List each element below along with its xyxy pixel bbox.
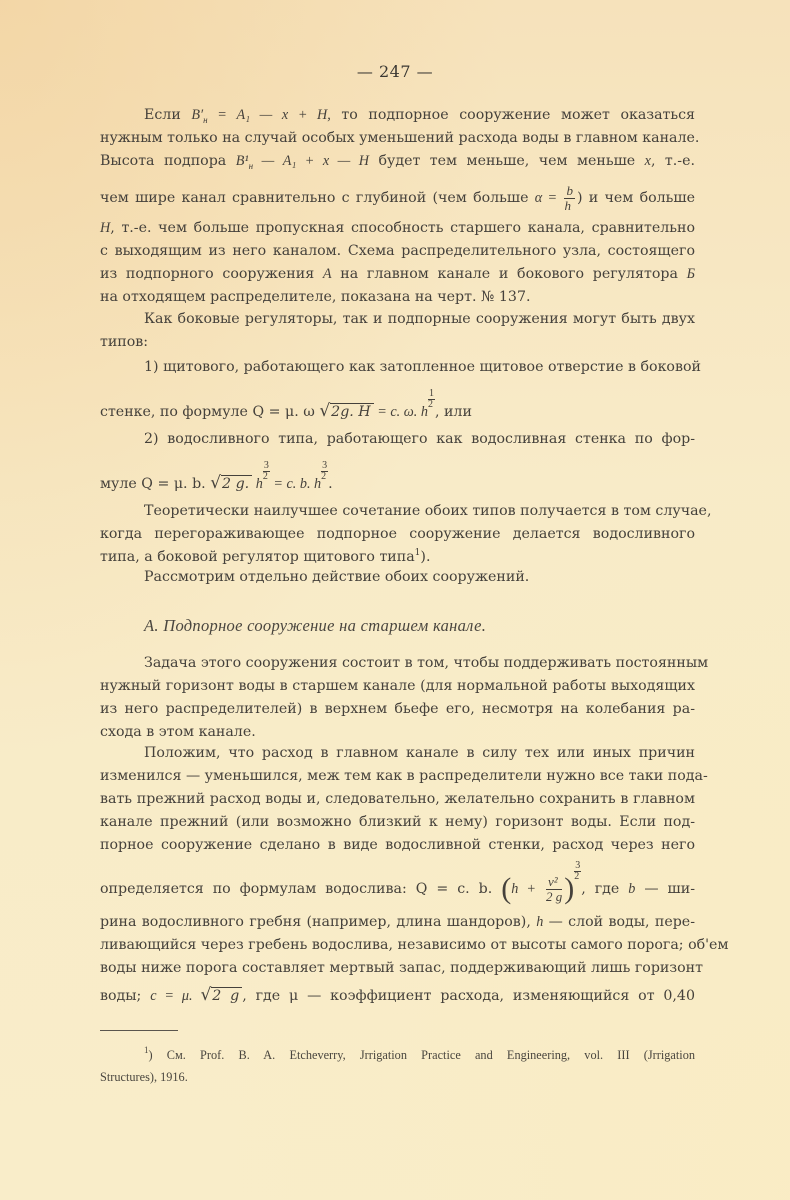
paragraph-6 <box>100 566 695 589</box>
text-line: когда перегораживающее подпорное сооружение делается водосливного <box>100 526 695 542</box>
text-line: Если $B'_н = A_1$ — x + H, то подпорное сооружение может оказаться <box>144 107 696 125</box>
text-line: нужным только на случай особых уменьшений расхода воды в главном канале. <box>100 130 700 146</box>
paragraph-4 <box>100 428 695 493</box>
paragraph-2 <box>100 308 695 354</box>
text-line: из него распределителей) в верхнем бьефе его, несмотря на колебания ра- <box>100 701 695 717</box>
footnote-reference[interactable]: 1 <box>414 548 421 558</box>
text-line: порное сооружение сделано в виде водосливной стенки, расход через него <box>100 837 695 853</box>
formula-line: муле Q = μ. b. √2 g. h $\frac{3}{2}$ = c. b. h $\frac{3}{2}$ . <box>100 460 333 493</box>
paragraph-3 <box>100 356 701 421</box>
text-line: изменился — уменьшился, меж тем как в распределители нужно все таки пода- <box>100 768 708 784</box>
exponent-three-halves: $\frac{3}{2}$ <box>574 860 581 882</box>
footnote <box>100 1044 695 1088</box>
text-line: рина водосливного гребня (например, длина шандоров), h — слой воды, пере- <box>100 914 695 930</box>
exponent-one-half: $\frac{1}{2}$ <box>427 388 434 410</box>
text-line: ливающийся через гребень водослива, независимо от высоты самого порога; об'ем <box>100 937 729 953</box>
formula-line: стенке, по формуле Q = μ. ω √2g. H = c. ω. h $\frac{1}{2}$ , или <box>100 388 472 421</box>
text-line: Рассмотрим отдельно действие обоих сооружений. <box>144 569 530 585</box>
footnote-line: Structures), 1916. <box>100 1070 188 1084</box>
text-line: чем шире канал сравнительно с глубиной (чем больше α = $\frac{b}{h}$ ) и чем больше <box>100 182 695 213</box>
text-line: вать прежний расход воды и, следовательно, желательно сохранить в главном <box>100 791 695 807</box>
text-line: Высота подпора $B^1_н$ — A₁ + x — H будет тем меньше, чем меньше x, т.-е. <box>100 153 695 171</box>
text-line: с выходящим из него каналом. Схема распределительного узла, состоящего <box>100 243 695 259</box>
paragraph-8 <box>100 742 729 1007</box>
text-line: типа, а боковой регулятор щитового типа$^1$). <box>100 548 431 565</box>
footnote-marker: 1 <box>144 1045 149 1055</box>
text-line: из подпорного сооружения A на главном канале и бокового регулятора Б <box>100 266 695 282</box>
text-line: воды; c = μ. √2 g , где μ — коэффициент расхода, изменяющийся от 0,40 <box>100 985 695 1005</box>
text-line: Положим, что расход в главном канале в силу тех или иных причин <box>144 745 695 761</box>
text-line: Задача этого сооружения состоит в том, чтобы поддерживать постоянным <box>144 655 709 671</box>
formula-line: определяется по формулам водослива: Q = c. b. (h + $\frac{\text{v²}}{2 g}$ ) $\frac{3}{2}$ , где b — ши- <box>100 860 695 905</box>
text-line: на отходящем распределителе, показана на черт. № 137. <box>100 289 531 305</box>
exponent-three-halves: $\frac{3}{2}$ <box>321 460 328 482</box>
paragraph-1 <box>100 104 700 309</box>
paragraph-5 <box>100 500 712 569</box>
paragraph-7 <box>100 652 709 744</box>
section-heading: А. Подпорное сооружение на старшем канале. <box>144 616 487 635</box>
footnote-line: $^1$) См. Prof. B. A. Etcheverry, Jrrigation Practice and Engineering, vol. III (Jrrigation <box>144 1045 695 1062</box>
fraction-b-over-h: $\frac{b}{h}$ <box>564 182 573 213</box>
exponent-three-halves: $\frac{3}{2}$ <box>262 460 269 482</box>
text-line: нужный горизонт воды в старшем канале (для нормальной работы выходящих <box>100 678 695 694</box>
page-number: — 247 — <box>356 62 434 81</box>
text-line: воды ниже порога составляет мертвый запас, поддерживающий лишь горизонт <box>100 960 703 976</box>
text-line: 1) щитового, работающего как затопленное щитовое отверстие в боковой <box>144 359 701 375</box>
text-line: типов: <box>100 334 149 350</box>
text-line: канале прежний (или возможно близкий к нему) горизонт воды. Если под- <box>100 814 695 830</box>
footnote-divider <box>100 1030 178 1031</box>
text-line: Как боковые регуляторы, так и подпорные сооружения могут быть двух <box>144 311 695 327</box>
text-line: H, т.-е. чем больше пропускная способность старшего канала, сравнительно <box>100 220 695 236</box>
fraction-v2-over-2g: $\frac{\text{v²}}{2 g}$ <box>545 873 563 904</box>
text-line: 2) водосливного типа, работающего как водосливная стенка по фор- <box>144 431 695 447</box>
text-line: Теоретически наилучшее сочетание обоих типов получается в том случае, <box>144 503 712 519</box>
text-line: схода в этом канале. <box>100 724 256 740</box>
